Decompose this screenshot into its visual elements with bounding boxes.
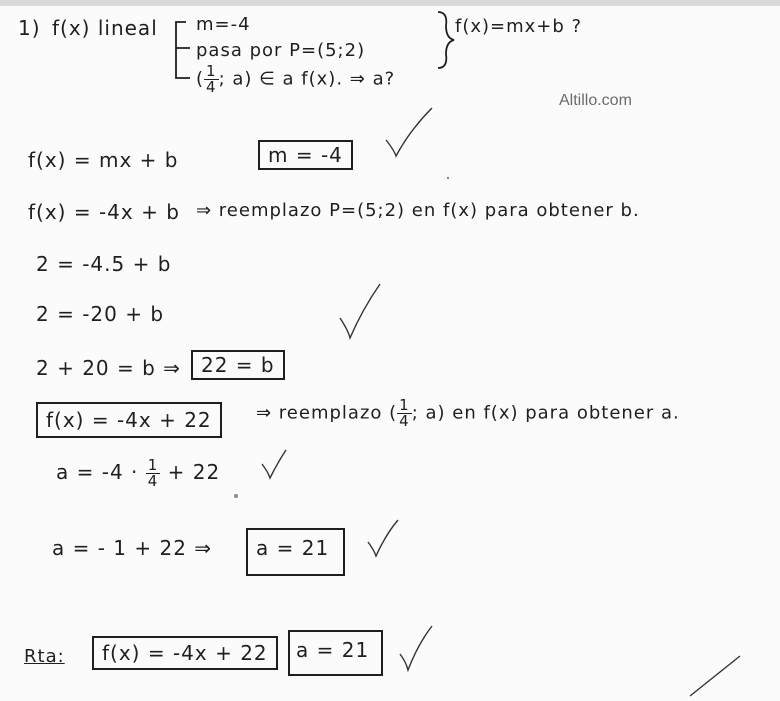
condition-slope: m=-4 (196, 14, 251, 35)
ink-dot (447, 177, 449, 179)
note-a-end: ; a) en f(x) para obtener a. (411, 402, 680, 424)
eval-left: a = -4 · (56, 460, 139, 484)
step-simplify: 2 = -20 + b (36, 302, 165, 326)
boxed-function: f(x) = -4x + 22 (36, 402, 222, 438)
note-a-start: ⇒ reemplazo ( (256, 402, 398, 424)
condition-rest: ; a) ∈ a f(x). ⇒ a? (218, 68, 396, 90)
step-note-b: ⇒ reemplazo P=(5;2) en f(x) para obtener b. (196, 200, 640, 221)
step-solve-a: a = - 1 + 22 ⇒ (52, 536, 213, 560)
boxed-b: 22 = b (191, 350, 285, 380)
answer-function-box: f(x) = -4x + 22 (92, 636, 278, 670)
condition-bracket (176, 22, 190, 78)
answer-a-box: a = 21 (288, 630, 383, 676)
check-mark-icon (340, 284, 380, 338)
condition-paren: ( (196, 68, 205, 90)
check-mark-icon (386, 108, 432, 156)
answer-label: Rta: (24, 646, 65, 667)
step-replace-point: 2 = -4.5 + b (36, 252, 172, 276)
step-general-form: f(x) = mx + b (28, 148, 179, 172)
ink-dot (234, 494, 238, 498)
fx-lineal-label: f(x) lineal (52, 16, 158, 40)
goal-formula: f(x)=mx+b ? (455, 16, 583, 37)
fraction-one-quarter-2: $\frac{1}{4}$ (399, 396, 410, 430)
curly-brace (438, 12, 454, 68)
check-mark-icon (400, 626, 432, 670)
fraction-one-quarter: $\frac{1}{4}$ (206, 62, 217, 96)
step-substitute-m: f(x) = -4x + b (28, 200, 180, 224)
check-mark-icon (262, 450, 286, 478)
condition-point: pasa por P=(5;2) (196, 40, 366, 61)
watermark: Altillo.com (559, 92, 632, 109)
step-solve-b: 2 + 20 = b ⇒ (36, 356, 181, 380)
exercise-number: 1) (18, 16, 41, 40)
check-mark-icon (368, 520, 398, 556)
pen-stroke (690, 656, 740, 696)
eval-right: + 22 (167, 460, 221, 484)
fraction-one-quarter-3: $\frac{1}{4}$ (147, 456, 159, 490)
boxed-slope: m = -4 (258, 140, 353, 170)
boxed-a: a = 21 (246, 528, 345, 576)
